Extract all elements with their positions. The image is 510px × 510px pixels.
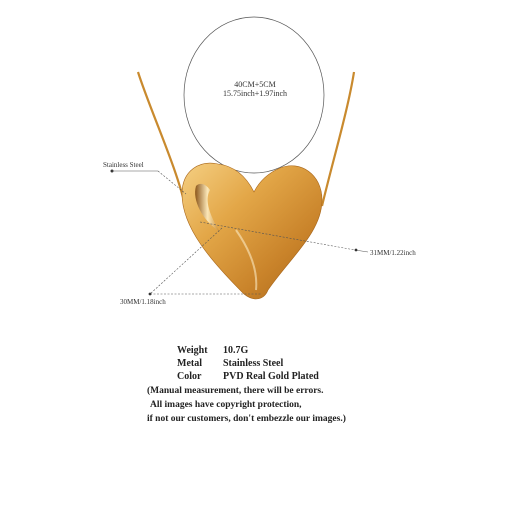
spec-key: Weight (177, 345, 208, 356)
spec-value: PVD Real Gold Plated (223, 371, 319, 382)
copyright-note: All images have copyright protection, (150, 400, 302, 410)
chain-length-imperial: 15.75inch+1.97inch (222, 89, 288, 98)
width-callout: 31MM/1.22inch (370, 249, 416, 257)
heart-pendant (182, 163, 322, 299)
chain (322, 72, 354, 206)
copyright-note-cont: if not our customers, don't embezzle our images.) (147, 414, 346, 424)
chain-length-metric: 40CM+5CM (234, 80, 276, 89)
spec-table (177, 344, 319, 383)
measurement-note: (Manual measurement, there will be errors. (147, 386, 324, 396)
spec-key: Metal (177, 358, 202, 369)
spec-row-metal (177, 357, 319, 370)
spec-value: 10.7G (223, 345, 249, 356)
spec-row-weight (177, 344, 319, 357)
spec-value: Stainless Steel (223, 358, 284, 369)
height-callout: 30MM/1.18inch (120, 298, 166, 306)
spec-row-color (177, 370, 319, 383)
material-callout: Stainless Steel (103, 161, 144, 169)
chain (138, 72, 186, 210)
spec-key: Color (177, 371, 202, 382)
height-dimension-line (150, 228, 222, 294)
leader-line (158, 171, 186, 194)
